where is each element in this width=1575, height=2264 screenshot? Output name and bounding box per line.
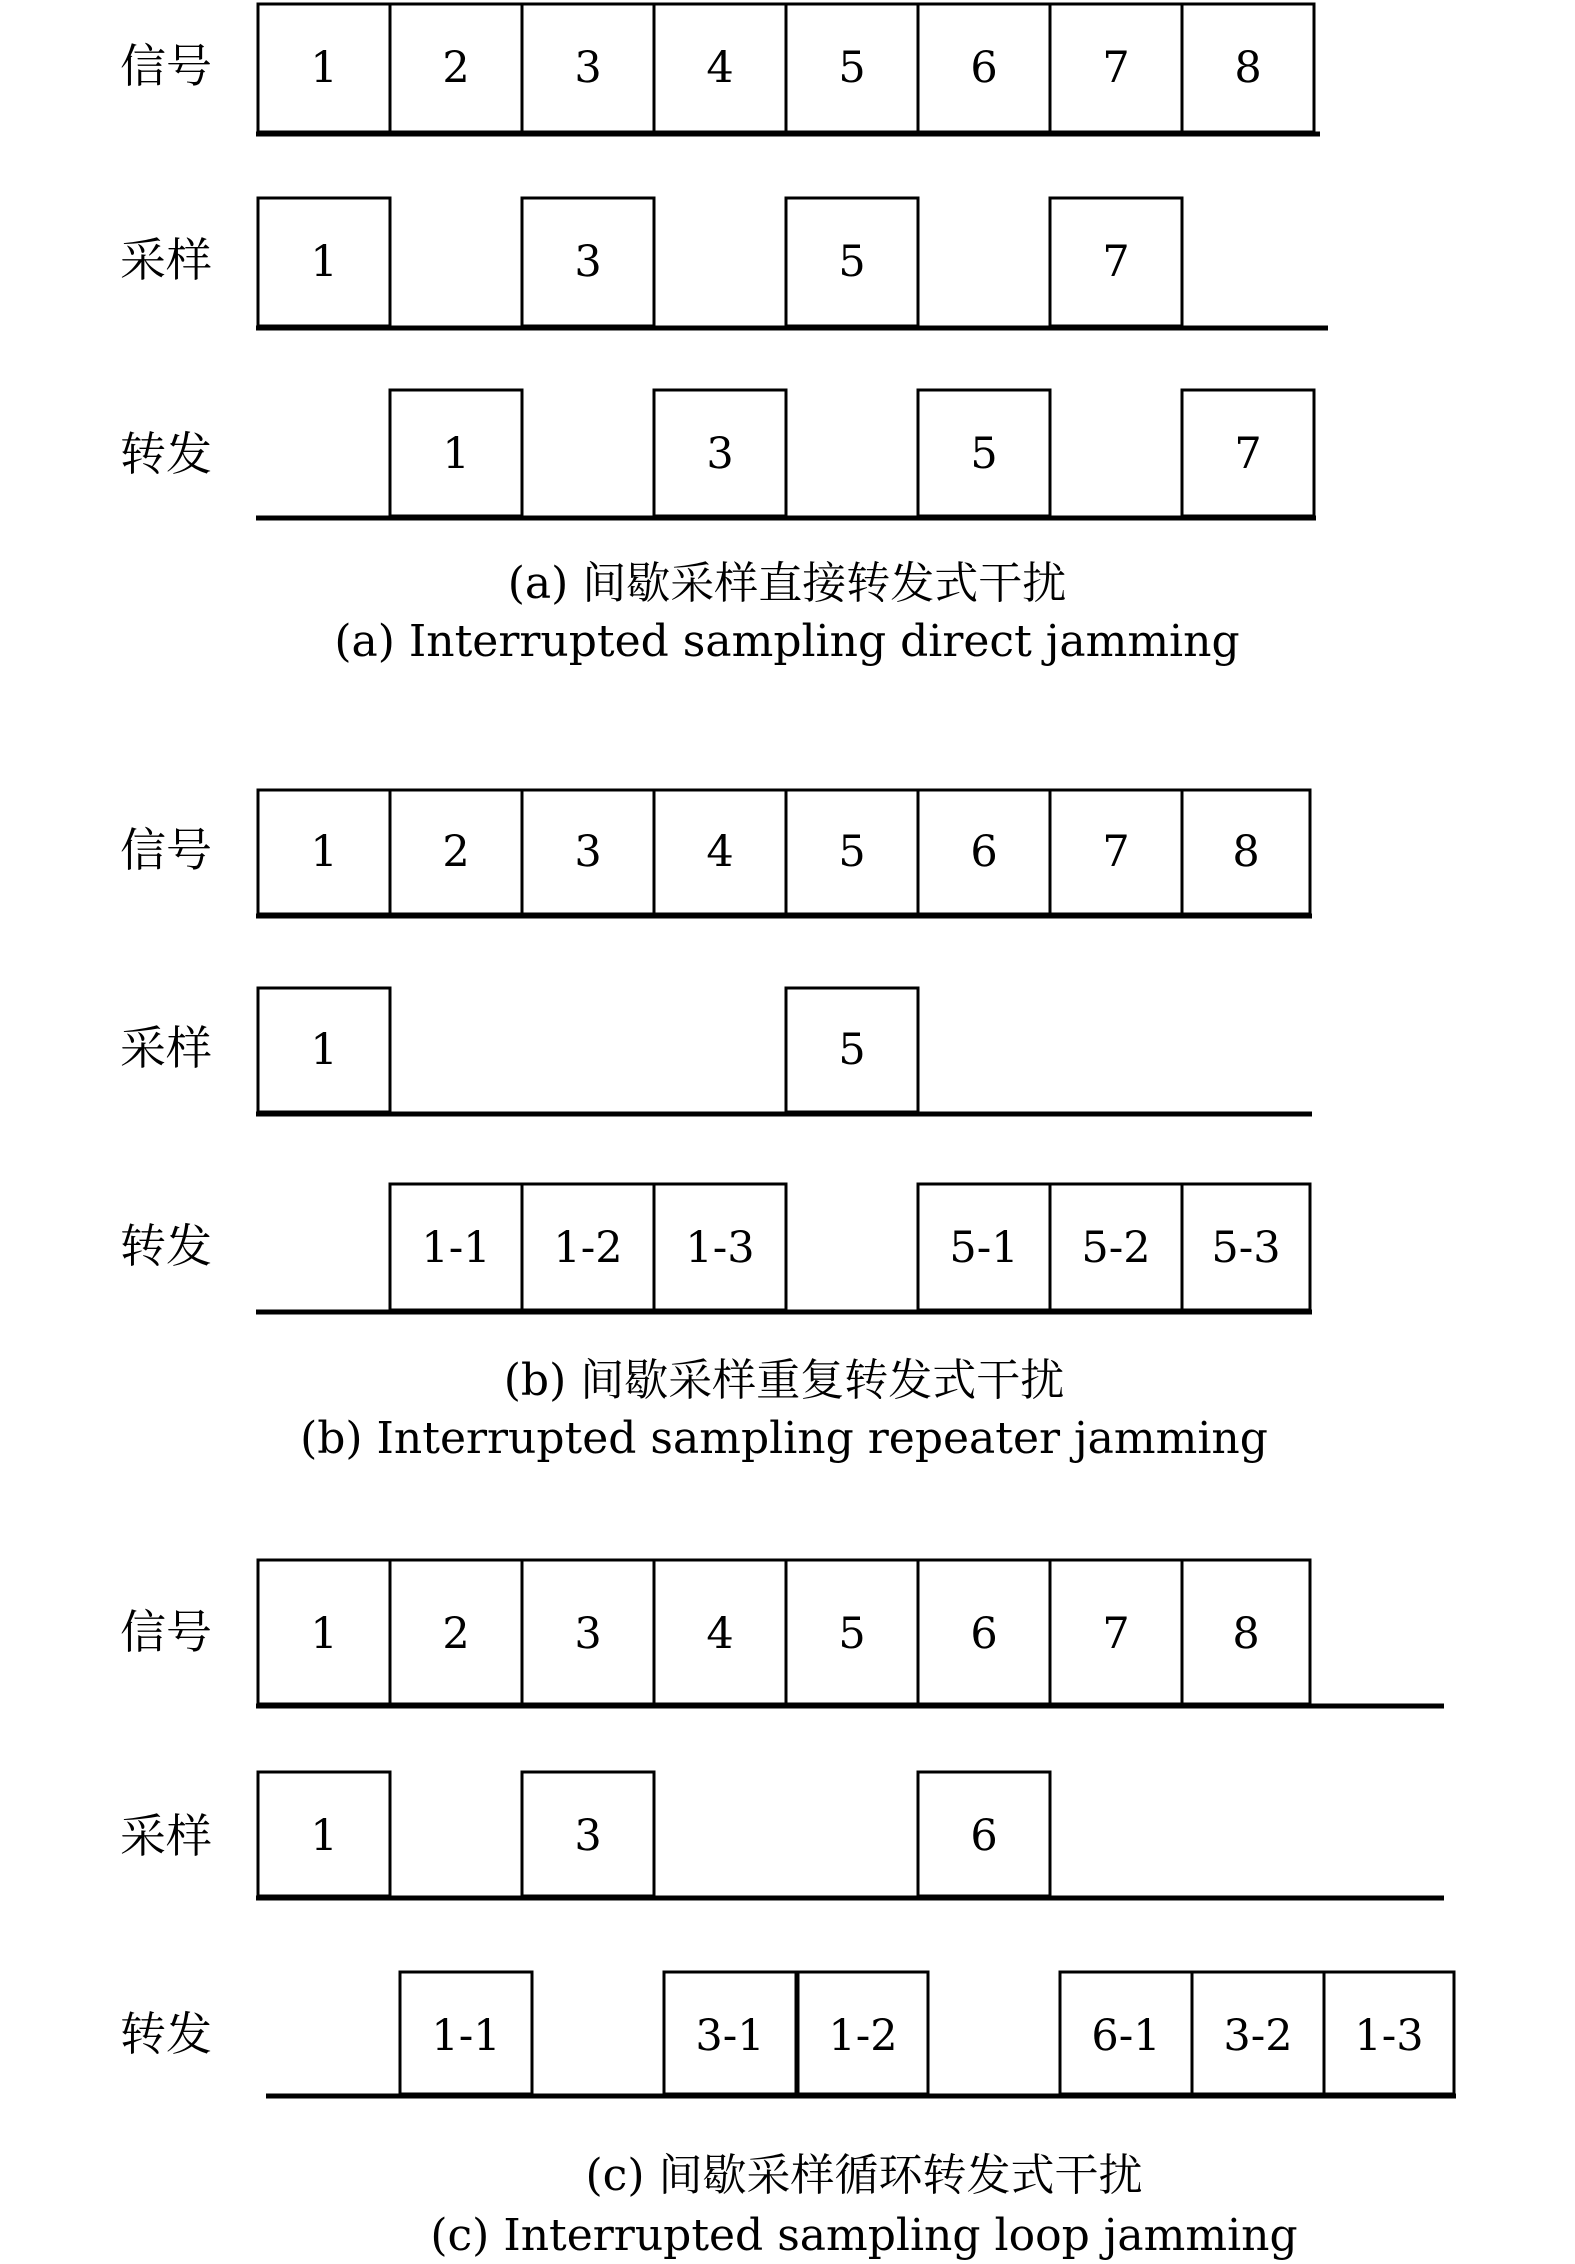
forward-box bbox=[918, 1184, 1050, 1310]
forward-box bbox=[664, 1972, 796, 2094]
forward-box bbox=[522, 1184, 654, 1310]
sampling-box bbox=[258, 1772, 390, 1896]
svg-text:6: 6 bbox=[970, 827, 998, 877]
caption-en: (b) Interrupted sampling repeater jamming bbox=[300, 1413, 1268, 1464]
signal-box bbox=[522, 4, 654, 132]
signal-box bbox=[1182, 1560, 1310, 1704]
svg-text:1-3: 1-3 bbox=[685, 1223, 755, 1273]
forward-box bbox=[390, 390, 522, 516]
signal-box bbox=[390, 790, 522, 914]
signal-box bbox=[918, 1560, 1050, 1704]
svg-text:5: 5 bbox=[838, 1609, 866, 1659]
signal-box bbox=[786, 4, 918, 132]
sampling-box bbox=[522, 198, 654, 326]
caption-en: (a) Interrupted sampling direct jamming bbox=[334, 616, 1240, 667]
svg-text:3: 3 bbox=[574, 237, 602, 287]
panel-b-forward-row bbox=[120, 1184, 1312, 1312]
signal-box bbox=[786, 790, 918, 914]
sampling-box bbox=[522, 1772, 654, 1896]
svg-text:3-2: 3-2 bbox=[1223, 2011, 1293, 2061]
forward-box bbox=[1324, 1972, 1454, 2094]
svg-text:2: 2 bbox=[442, 43, 470, 93]
forward-box bbox=[1182, 1184, 1310, 1310]
signal-box bbox=[258, 790, 390, 914]
panel-b bbox=[120, 790, 1312, 1464]
panel-c bbox=[120, 1560, 1456, 2261]
svg-text:1-2: 1-2 bbox=[828, 2011, 898, 2061]
svg-text:1-3: 1-3 bbox=[1354, 2011, 1424, 2061]
forward-box bbox=[1182, 390, 1314, 516]
signal-box bbox=[1182, 4, 1314, 132]
signal-box bbox=[654, 4, 786, 132]
svg-text:7: 7 bbox=[1102, 1609, 1130, 1659]
svg-text:1: 1 bbox=[310, 827, 338, 877]
svg-text:7: 7 bbox=[1234, 429, 1262, 479]
svg-text:6: 6 bbox=[970, 43, 998, 93]
forward-box bbox=[798, 1972, 928, 2094]
forward-box bbox=[390, 1184, 522, 1310]
signal-box bbox=[258, 4, 390, 132]
forward-box bbox=[654, 390, 786, 516]
svg-text:3: 3 bbox=[574, 43, 602, 93]
forward-box bbox=[1192, 1972, 1324, 2094]
panel-a-forward-row bbox=[120, 390, 1316, 518]
svg-text:1-2: 1-2 bbox=[553, 1223, 623, 1273]
svg-text:1: 1 bbox=[310, 1025, 338, 1075]
sampling-box bbox=[258, 198, 390, 326]
svg-text:5: 5 bbox=[838, 1025, 866, 1075]
row-label-signal: 信号 bbox=[120, 1605, 212, 1659]
panel-a-signal-row bbox=[120, 4, 1320, 134]
svg-text:2: 2 bbox=[442, 827, 470, 877]
sampling-box bbox=[786, 198, 918, 326]
svg-text:4: 4 bbox=[706, 1609, 734, 1659]
forward-box bbox=[1050, 1184, 1182, 1310]
svg-text:2: 2 bbox=[442, 1609, 470, 1659]
signal-box bbox=[918, 4, 1050, 132]
panel-b-sampling-row bbox=[120, 988, 1312, 1114]
signal-box bbox=[390, 4, 522, 132]
svg-text:8: 8 bbox=[1232, 827, 1260, 877]
svg-text:1: 1 bbox=[310, 1609, 338, 1659]
signal-box bbox=[1182, 790, 1310, 914]
sampling-box bbox=[258, 988, 390, 1112]
svg-text:5-2: 5-2 bbox=[1081, 1223, 1151, 1273]
signal-box bbox=[1050, 4, 1182, 132]
svg-text:8: 8 bbox=[1234, 43, 1262, 93]
caption-cn: (b) 间歇采样重复转发式干扰 bbox=[503, 1355, 1065, 1406]
svg-text:4: 4 bbox=[706, 43, 734, 93]
svg-text:6: 6 bbox=[970, 1811, 998, 1861]
svg-text:1: 1 bbox=[310, 237, 338, 287]
svg-text:5-3: 5-3 bbox=[1211, 1223, 1281, 1273]
svg-text:5: 5 bbox=[838, 43, 866, 93]
row-label-forward: 转发 bbox=[120, 1219, 212, 1273]
svg-text:7: 7 bbox=[1102, 237, 1130, 287]
row-label-signal: 信号 bbox=[120, 823, 212, 877]
panel-b-signal-row bbox=[120, 790, 1312, 916]
svg-text:1: 1 bbox=[310, 43, 338, 93]
svg-text:3: 3 bbox=[574, 1811, 602, 1861]
panel-c-sampling-row bbox=[120, 1772, 1444, 1898]
svg-text:3-1: 3-1 bbox=[695, 2011, 765, 2061]
svg-text:5: 5 bbox=[970, 429, 998, 479]
signal-box bbox=[1050, 790, 1182, 914]
row-label-signal: 信号 bbox=[120, 39, 212, 93]
forward-box bbox=[400, 1972, 532, 2094]
sampling-box bbox=[1050, 198, 1182, 326]
svg-text:3: 3 bbox=[706, 429, 734, 479]
caption-en: (c) Interrupted sampling loop jamming bbox=[430, 2210, 1298, 2261]
panel-a-sampling-row bbox=[120, 198, 1328, 328]
signal-box bbox=[654, 790, 786, 914]
svg-text:5-1: 5-1 bbox=[949, 1223, 1019, 1273]
sampling-box bbox=[918, 1772, 1050, 1896]
svg-text:6-1: 6-1 bbox=[1091, 2011, 1161, 2061]
panel-c-forward-row bbox=[120, 1972, 1456, 2096]
forward-box bbox=[1060, 1972, 1192, 2094]
signal-box bbox=[522, 1560, 654, 1704]
forward-box bbox=[918, 390, 1050, 516]
svg-text:7: 7 bbox=[1102, 827, 1130, 877]
row-label-forward: 转发 bbox=[120, 2007, 212, 2061]
row-label-forward: 转发 bbox=[120, 427, 212, 481]
svg-text:8: 8 bbox=[1232, 1609, 1260, 1659]
svg-text:1: 1 bbox=[310, 1811, 338, 1861]
forward-box bbox=[654, 1184, 786, 1310]
row-label-sampling: 采样 bbox=[120, 233, 212, 287]
svg-text:5: 5 bbox=[838, 827, 866, 877]
svg-text:1-1: 1-1 bbox=[421, 1223, 491, 1273]
svg-text:4: 4 bbox=[706, 827, 734, 877]
caption-cn: (c) 间歇采样循环转发式干扰 bbox=[585, 2150, 1143, 2201]
signal-box bbox=[786, 1560, 918, 1704]
caption-cn: (a) 间歇采样直接转发式干扰 bbox=[507, 558, 1067, 609]
svg-text:3: 3 bbox=[574, 1609, 602, 1659]
panel-c-signal-row bbox=[120, 1560, 1444, 1706]
row-label-sampling: 采样 bbox=[120, 1021, 212, 1075]
signal-box bbox=[1050, 1560, 1182, 1704]
svg-text:3: 3 bbox=[574, 827, 602, 877]
panel-a bbox=[120, 4, 1328, 667]
svg-text:6: 6 bbox=[970, 1609, 998, 1659]
svg-text:5: 5 bbox=[838, 237, 866, 287]
signal-box bbox=[390, 1560, 522, 1704]
svg-text:7: 7 bbox=[1102, 43, 1130, 93]
row-label-sampling: 采样 bbox=[120, 1809, 212, 1863]
signal-box bbox=[654, 1560, 786, 1704]
svg-text:1-1: 1-1 bbox=[431, 2011, 501, 2061]
signal-box bbox=[258, 1560, 390, 1704]
svg-text:1: 1 bbox=[442, 429, 470, 479]
sampling-box bbox=[786, 988, 918, 1112]
signal-box bbox=[918, 790, 1050, 914]
signal-box bbox=[522, 790, 654, 914]
